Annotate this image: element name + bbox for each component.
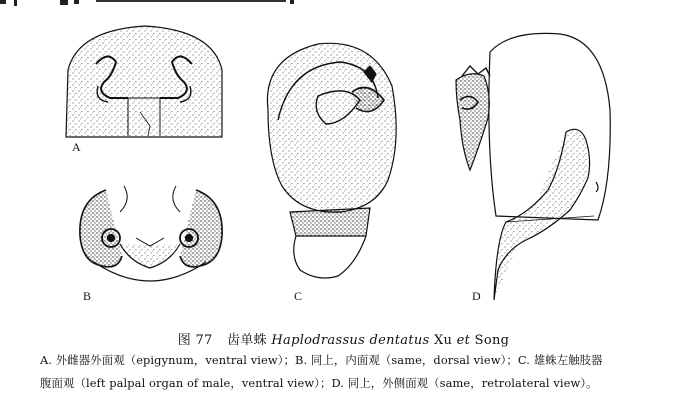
author-second: Song bbox=[474, 333, 510, 348]
panel-b-vulva bbox=[80, 186, 222, 281]
author-first: Xu bbox=[433, 333, 453, 348]
figure-caption-title bbox=[0, 329, 687, 348]
caption-description-line-2: 腹面观（left palpal organ of male，ventral view）；D. 同上，外侧面观（same，retrolateral view）。 bbox=[40, 376, 598, 390]
panel-label-d: D bbox=[472, 289, 481, 303]
panel-label-a: A bbox=[72, 140, 81, 154]
genus-name: Haplodrassus bbox=[271, 333, 366, 348]
author-conjunction: et bbox=[456, 333, 471, 348]
panel-label-c: C bbox=[294, 289, 303, 303]
figure-number: 图 77 bbox=[177, 333, 213, 348]
caption-description-line-1: A. 外雌器外面观（epigynum，ventral view）；B. 同上，内面观（same，dorsal view）；C. 雄蛛左触肢器 bbox=[40, 353, 603, 367]
species-chinese-name: 齿单蛛 bbox=[227, 333, 267, 348]
panel-a-epigynum bbox=[66, 26, 222, 137]
panel-d-palp-retrolateral bbox=[456, 33, 610, 300]
panel-c-palp-ventral bbox=[267, 43, 396, 278]
panel-label-b: B bbox=[83, 289, 92, 303]
species-epithet: dentatus bbox=[369, 333, 430, 348]
